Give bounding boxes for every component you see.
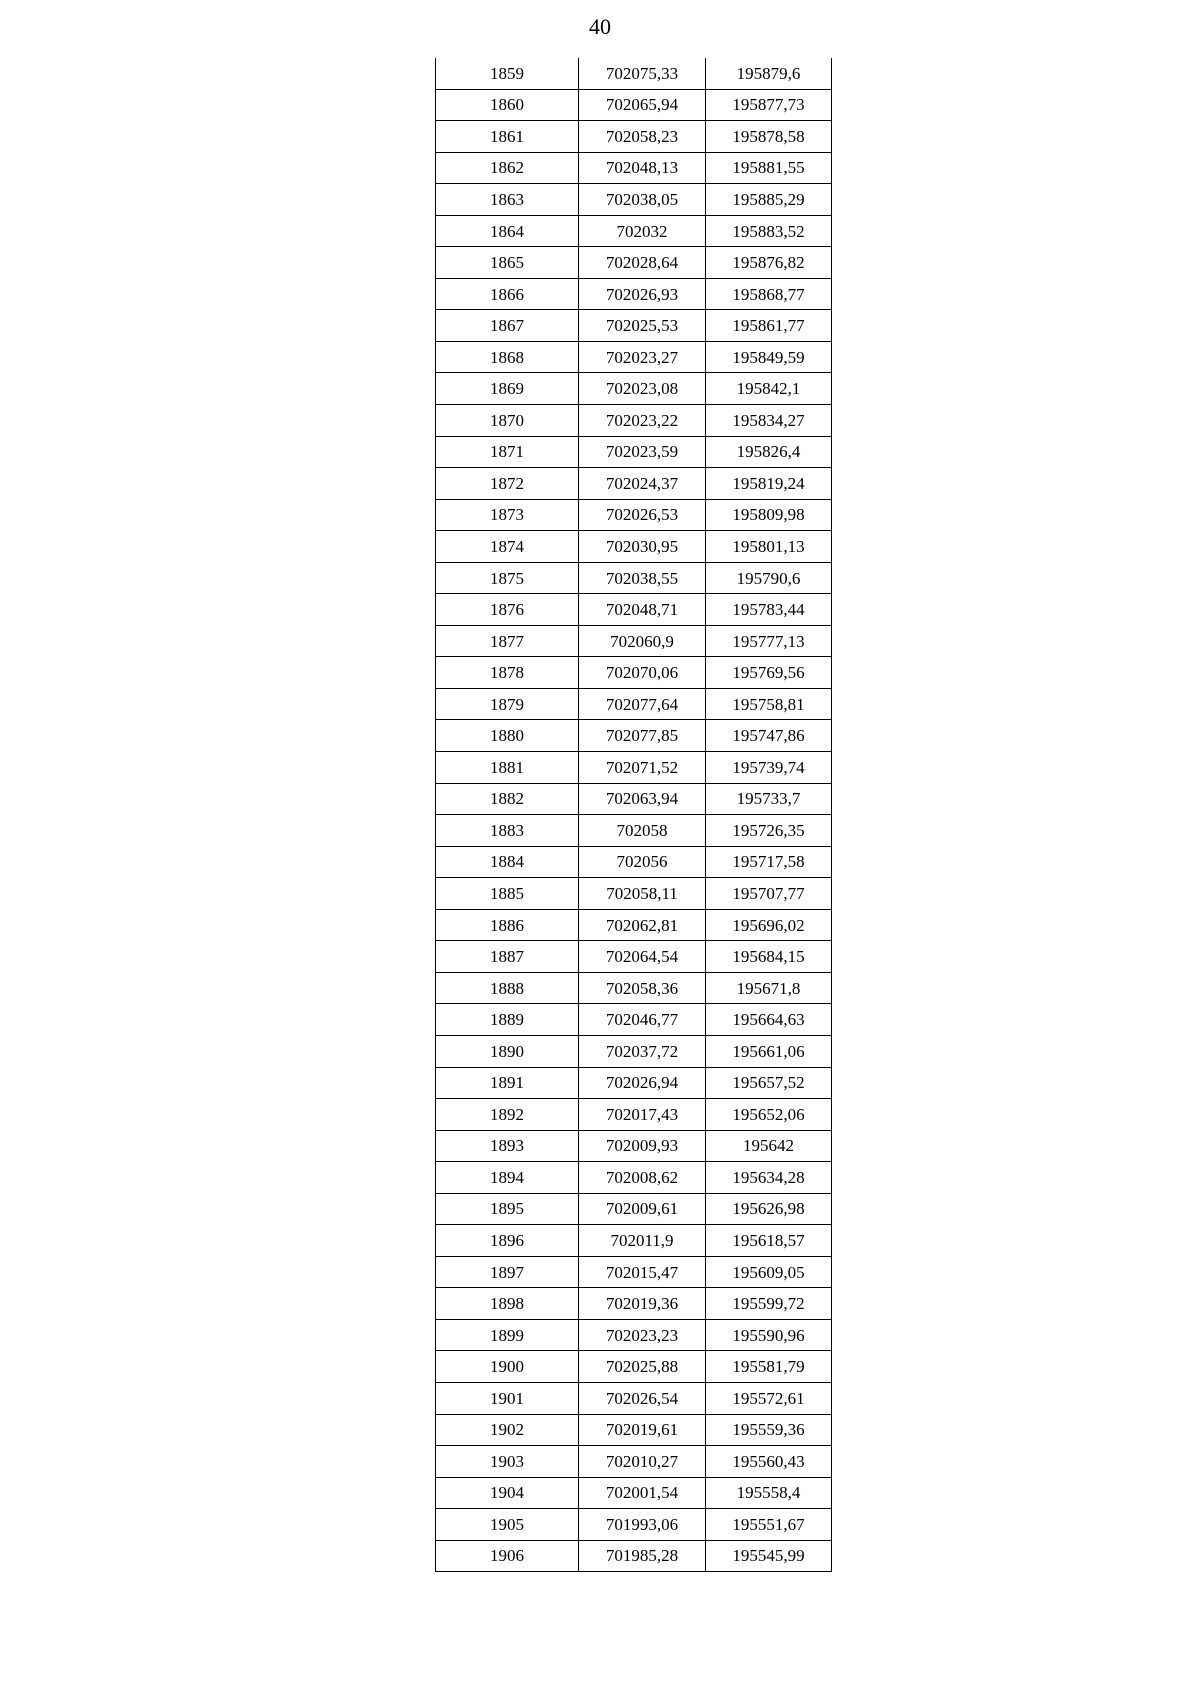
table-row	[436, 1540, 832, 1572]
x-coordinate-cell: 702062,81	[579, 909, 706, 941]
point-number-cell: 1902	[436, 1414, 579, 1446]
table-row	[436, 278, 832, 310]
coordinates-table-body	[436, 58, 832, 1572]
x-coordinate-cell: 702071,52	[579, 752, 706, 784]
y-coordinate-cell: 195599,72	[706, 1288, 832, 1320]
point-number-cell: 1904	[436, 1477, 579, 1509]
point-number-cell: 1905	[436, 1509, 579, 1541]
y-coordinate-cell: 195747,86	[706, 720, 832, 752]
y-coordinate-cell: 195572,61	[706, 1382, 832, 1414]
table-row	[436, 405, 832, 437]
x-coordinate-cell: 702025,88	[579, 1351, 706, 1383]
x-coordinate-cell: 702019,61	[579, 1414, 706, 1446]
y-coordinate-cell: 195634,28	[706, 1162, 832, 1194]
x-coordinate-cell: 702023,27	[579, 341, 706, 373]
point-number-cell: 1892	[436, 1099, 579, 1131]
table-row	[436, 1256, 832, 1288]
x-coordinate-cell: 702001,54	[579, 1477, 706, 1509]
table-row	[436, 1351, 832, 1383]
x-coordinate-cell: 701993,06	[579, 1509, 706, 1541]
x-coordinate-cell: 702038,55	[579, 562, 706, 594]
table-row	[436, 1225, 832, 1257]
y-coordinate-cell: 195664,63	[706, 1004, 832, 1036]
table-row	[436, 878, 832, 910]
x-coordinate-cell: 702010,27	[579, 1446, 706, 1478]
point-number-cell: 1876	[436, 594, 579, 626]
point-number-cell: 1872	[436, 468, 579, 500]
y-coordinate-cell: 195758,81	[706, 688, 832, 720]
y-coordinate-cell: 195883,52	[706, 215, 832, 247]
x-coordinate-cell: 702023,59	[579, 436, 706, 468]
table-row	[436, 1193, 832, 1225]
y-coordinate-cell: 195842,1	[706, 373, 832, 405]
table-row	[436, 499, 832, 531]
y-coordinate-cell: 195609,05	[706, 1256, 832, 1288]
point-number-cell: 1869	[436, 373, 579, 405]
table-row	[436, 436, 832, 468]
table-row	[436, 1099, 832, 1131]
x-coordinate-cell: 702019,36	[579, 1288, 706, 1320]
x-coordinate-cell: 702077,64	[579, 688, 706, 720]
table-row	[436, 89, 832, 121]
table-row	[436, 720, 832, 752]
point-number-cell: 1886	[436, 909, 579, 941]
y-coordinate-cell: 195661,06	[706, 1035, 832, 1067]
x-coordinate-cell: 702011,9	[579, 1225, 706, 1257]
x-coordinate-cell: 702037,72	[579, 1035, 706, 1067]
point-number-cell: 1881	[436, 752, 579, 784]
table-row	[436, 1446, 832, 1478]
point-number-cell: 1865	[436, 247, 579, 279]
x-coordinate-cell: 702070,06	[579, 657, 706, 689]
table-row	[436, 1414, 832, 1446]
coordinates-table	[435, 58, 832, 1572]
x-coordinate-cell: 702077,85	[579, 720, 706, 752]
point-number-cell: 1867	[436, 310, 579, 342]
table-row	[436, 468, 832, 500]
x-coordinate-cell: 702025,53	[579, 310, 706, 342]
table-row	[436, 1067, 832, 1099]
point-number-cell: 1871	[436, 436, 579, 468]
table-row	[436, 1035, 832, 1067]
table-row	[436, 1288, 832, 1320]
y-coordinate-cell: 195819,24	[706, 468, 832, 500]
point-number-cell: 1903	[436, 1446, 579, 1478]
point-number-cell: 1860	[436, 89, 579, 121]
point-number-cell: 1897	[436, 1256, 579, 1288]
y-coordinate-cell: 195878,58	[706, 121, 832, 153]
x-coordinate-cell: 702026,53	[579, 499, 706, 531]
y-coordinate-cell: 195626,98	[706, 1193, 832, 1225]
table-row	[436, 846, 832, 878]
y-coordinate-cell: 195618,57	[706, 1225, 832, 1257]
table-row	[436, 121, 832, 153]
table-row	[436, 1130, 832, 1162]
x-coordinate-cell: 702023,08	[579, 373, 706, 405]
y-coordinate-cell: 195879,6	[706, 58, 832, 89]
table-row	[436, 184, 832, 216]
y-coordinate-cell: 195876,82	[706, 247, 832, 279]
table-row	[436, 215, 832, 247]
y-coordinate-cell: 195801,13	[706, 531, 832, 563]
y-coordinate-cell: 195581,79	[706, 1351, 832, 1383]
point-number-cell: 1893	[436, 1130, 579, 1162]
y-coordinate-cell: 195826,4	[706, 436, 832, 468]
table-row	[436, 1162, 832, 1194]
point-number-cell: 1864	[436, 215, 579, 247]
y-coordinate-cell: 195861,77	[706, 310, 832, 342]
x-coordinate-cell: 702058,23	[579, 121, 706, 153]
point-number-cell: 1877	[436, 625, 579, 657]
point-number-cell: 1875	[436, 562, 579, 594]
y-coordinate-cell: 195717,58	[706, 846, 832, 878]
table-row	[436, 909, 832, 941]
table-row	[436, 657, 832, 689]
point-number-cell: 1891	[436, 1067, 579, 1099]
table-row	[436, 152, 832, 184]
y-coordinate-cell: 195809,98	[706, 499, 832, 531]
table-row	[436, 594, 832, 626]
point-number-cell: 1859	[436, 58, 579, 89]
point-number-cell: 1874	[436, 531, 579, 563]
point-number-cell: 1879	[436, 688, 579, 720]
table-row	[436, 562, 832, 594]
y-coordinate-cell: 195726,35	[706, 815, 832, 847]
point-number-cell: 1888	[436, 972, 579, 1004]
y-coordinate-cell: 195733,7	[706, 783, 832, 815]
x-coordinate-cell: 702008,62	[579, 1162, 706, 1194]
point-number-cell: 1894	[436, 1162, 579, 1194]
point-number-cell: 1884	[436, 846, 579, 878]
y-coordinate-cell: 195783,44	[706, 594, 832, 626]
page-number: 40	[589, 14, 611, 39]
x-coordinate-cell: 702032	[579, 215, 706, 247]
table-row	[436, 1477, 832, 1509]
x-coordinate-cell: 702048,13	[579, 152, 706, 184]
point-number-cell: 1895	[436, 1193, 579, 1225]
x-coordinate-cell: 702009,61	[579, 1193, 706, 1225]
y-coordinate-cell: 195652,06	[706, 1099, 832, 1131]
point-number-cell: 1896	[436, 1225, 579, 1257]
x-coordinate-cell: 702058,36	[579, 972, 706, 1004]
x-coordinate-cell: 702048,71	[579, 594, 706, 626]
x-coordinate-cell: 702009,93	[579, 1130, 706, 1162]
point-number-cell: 1883	[436, 815, 579, 847]
point-number-cell: 1861	[436, 121, 579, 153]
point-number-cell: 1885	[436, 878, 579, 910]
point-number-cell: 1868	[436, 341, 579, 373]
point-number-cell: 1882	[436, 783, 579, 815]
table-row	[436, 1382, 832, 1414]
x-coordinate-cell: 702026,93	[579, 278, 706, 310]
table-row	[436, 783, 832, 815]
x-coordinate-cell: 702026,54	[579, 1382, 706, 1414]
y-coordinate-cell: 195545,99	[706, 1540, 832, 1572]
y-coordinate-cell: 195868,77	[706, 278, 832, 310]
point-number-cell: 1887	[436, 941, 579, 973]
x-coordinate-cell: 702060,9	[579, 625, 706, 657]
table-row	[436, 1509, 832, 1541]
x-coordinate-cell: 702038,05	[579, 184, 706, 216]
point-number-cell: 1890	[436, 1035, 579, 1067]
y-coordinate-cell: 195834,27	[706, 405, 832, 437]
table-row	[436, 1004, 832, 1036]
x-coordinate-cell: 702015,47	[579, 1256, 706, 1288]
x-coordinate-cell: 702063,94	[579, 783, 706, 815]
y-coordinate-cell: 195707,77	[706, 878, 832, 910]
table-row	[436, 752, 832, 784]
y-coordinate-cell: 195559,36	[706, 1414, 832, 1446]
x-coordinate-cell: 702030,95	[579, 531, 706, 563]
point-number-cell: 1866	[436, 278, 579, 310]
point-number-cell: 1873	[436, 499, 579, 531]
x-coordinate-cell: 702026,94	[579, 1067, 706, 1099]
table-row	[436, 1319, 832, 1351]
x-coordinate-cell: 702017,43	[579, 1099, 706, 1131]
table-row	[436, 972, 832, 1004]
table-row	[436, 247, 832, 279]
x-coordinate-cell: 702023,23	[579, 1319, 706, 1351]
table-row	[436, 815, 832, 847]
y-coordinate-cell: 195849,59	[706, 341, 832, 373]
y-coordinate-cell: 195590,96	[706, 1319, 832, 1351]
y-coordinate-cell: 195642	[706, 1130, 832, 1162]
x-coordinate-cell: 702065,94	[579, 89, 706, 121]
table-row	[436, 531, 832, 563]
x-coordinate-cell: 702058	[579, 815, 706, 847]
x-coordinate-cell: 702056	[579, 846, 706, 878]
y-coordinate-cell: 195885,29	[706, 184, 832, 216]
y-coordinate-cell: 195877,73	[706, 89, 832, 121]
y-coordinate-cell: 195551,67	[706, 1509, 832, 1541]
point-number-cell: 1863	[436, 184, 579, 216]
point-number-cell: 1878	[436, 657, 579, 689]
point-number-cell: 1862	[436, 152, 579, 184]
point-number-cell: 1889	[436, 1004, 579, 1036]
y-coordinate-cell: 195671,8	[706, 972, 832, 1004]
table-row	[436, 341, 832, 373]
point-number-cell: 1906	[436, 1540, 579, 1572]
point-number-cell: 1870	[436, 405, 579, 437]
point-number-cell: 1901	[436, 1382, 579, 1414]
table-row	[436, 58, 832, 89]
point-number-cell: 1899	[436, 1319, 579, 1351]
point-number-cell: 1898	[436, 1288, 579, 1320]
y-coordinate-cell: 195558,4	[706, 1477, 832, 1509]
point-number-cell: 1880	[436, 720, 579, 752]
y-coordinate-cell: 195739,74	[706, 752, 832, 784]
table-row	[436, 373, 832, 405]
table-row	[436, 941, 832, 973]
x-coordinate-cell: 702046,77	[579, 1004, 706, 1036]
y-coordinate-cell: 195684,15	[706, 941, 832, 973]
x-coordinate-cell: 702023,22	[579, 405, 706, 437]
table-row	[436, 688, 832, 720]
table-row	[436, 625, 832, 657]
y-coordinate-cell: 195777,13	[706, 625, 832, 657]
y-coordinate-cell: 195657,52	[706, 1067, 832, 1099]
table-row	[436, 310, 832, 342]
y-coordinate-cell: 195790,6	[706, 562, 832, 594]
x-coordinate-cell: 702075,33	[579, 58, 706, 89]
x-coordinate-cell: 702028,64	[579, 247, 706, 279]
y-coordinate-cell: 195769,56	[706, 657, 832, 689]
x-coordinate-cell: 702064,54	[579, 941, 706, 973]
point-number-cell: 1900	[436, 1351, 579, 1383]
y-coordinate-cell: 195696,02	[706, 909, 832, 941]
y-coordinate-cell: 195881,55	[706, 152, 832, 184]
y-coordinate-cell: 195560,43	[706, 1446, 832, 1478]
x-coordinate-cell: 702024,37	[579, 468, 706, 500]
x-coordinate-cell: 701985,28	[579, 1540, 706, 1572]
x-coordinate-cell: 702058,11	[579, 878, 706, 910]
